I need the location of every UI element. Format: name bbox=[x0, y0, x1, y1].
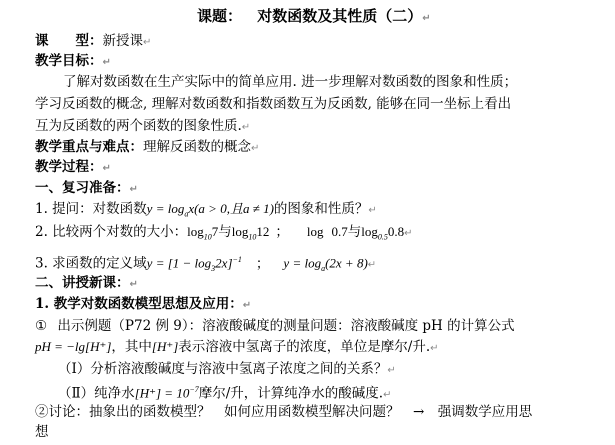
q2-log-4: log bbox=[361, 224, 378, 239]
key-points-value: 理解反函数的概念 bbox=[143, 139, 251, 155]
question-part-1-text: （Ⅰ）分析溶液酸碱度与溶液中氢离子浓度之间的关系？ bbox=[58, 361, 388, 377]
q2-log-2: log bbox=[231, 224, 249, 239]
paragraph-mark-icon: ↵ bbox=[430, 343, 439, 354]
q2-log-3: log bbox=[306, 224, 324, 239]
objective-line-2: 学习反函数的概念, 理解对数函数和指数函数互为反函数, 能够在同一坐标上看出 bbox=[35, 96, 512, 112]
review-heading-text: 一、复习准备： bbox=[35, 180, 130, 196]
lesson-title bbox=[197, 6, 431, 29]
pure-water-formula: [H⁺] = 10 bbox=[134, 385, 190, 401]
review-question-2 bbox=[35, 222, 413, 248]
paragraph-mark-icon: ↵ bbox=[241, 122, 251, 133]
pure-water-exponent: −7 bbox=[189, 385, 199, 394]
discussion-line-2: 想 bbox=[35, 424, 49, 440]
q2-join-1: 与 bbox=[218, 224, 232, 240]
q3-base-2: a bbox=[321, 264, 326, 274]
formula-text-a: ，其中 bbox=[111, 339, 152, 355]
process-heading bbox=[35, 157, 111, 179]
paragraph-mark-icon: ↵ bbox=[129, 184, 138, 195]
teaching-subheading-text: 1. 教学对数函数模型思想及应用： bbox=[35, 296, 243, 312]
q1-text: 1. 提问：对数函数 bbox=[35, 201, 147, 217]
ph-formula: pH = −lg[H⁺] bbox=[35, 339, 112, 354]
q1-text-end: 的图象和性质？ bbox=[273, 201, 369, 217]
paragraph-mark-icon: ↵ bbox=[102, 163, 111, 174]
paragraph-mark-icon: ↵ bbox=[387, 365, 396, 376]
objective-heading bbox=[35, 51, 111, 73]
q1-base: a bbox=[184, 209, 189, 219]
q2-join-2: 与 bbox=[347, 224, 362, 240]
paragraph-mark-icon: ↵ bbox=[143, 37, 152, 48]
q2-value-4: 0.8 bbox=[387, 224, 405, 239]
q3-exponent: −1 bbox=[232, 255, 242, 264]
paragraph-mark-icon: ↵ bbox=[242, 300, 252, 311]
paragraph-mark-icon: ↵ bbox=[367, 259, 377, 271]
objective-heading-text: 教学目标： bbox=[35, 53, 103, 69]
q2-text: 2. 比较两个对数的大小： bbox=[35, 224, 188, 240]
q2-value-1: 7 bbox=[211, 224, 219, 239]
teaching-heading bbox=[35, 273, 138, 295]
q2-log-1: log bbox=[187, 224, 204, 239]
lesson-type-line bbox=[35, 31, 151, 53]
example-formula-line bbox=[35, 337, 439, 359]
q2-value-2: 12 bbox=[256, 224, 270, 239]
question-part-2-tail: 摩尔/升，计算纯净水的酸碱度. bbox=[198, 385, 384, 402]
example-number: ① bbox=[35, 318, 48, 334]
question-part-2-text: （Ⅱ）纯净水 bbox=[58, 385, 135, 402]
objective-line-1: 了解对数函数在生产实际中的简单应用. 进一步理解对数函数的图象和性质； bbox=[63, 74, 518, 90]
q3-separator: ； bbox=[255, 255, 270, 272]
key-points-heading: 教学重点与难点： bbox=[35, 139, 143, 155]
key-points-line bbox=[35, 137, 259, 159]
teaching-subheading bbox=[35, 294, 251, 316]
objective-line-3 bbox=[35, 116, 250, 138]
q2-base-2: 10 bbox=[248, 232, 257, 242]
question-part-1 bbox=[58, 359, 396, 381]
q1-formula: y = log bbox=[146, 201, 185, 216]
teaching-heading-text: 二、讲授新课： bbox=[35, 275, 130, 291]
q2-base-4: 0.5 bbox=[377, 232, 388, 242]
q3-formula-1-tail: 2x] bbox=[215, 255, 233, 271]
paragraph-mark-icon: ↵ bbox=[102, 57, 111, 68]
q3-text: 3. 求函数的定义域 bbox=[35, 255, 147, 272]
paragraph-mark-icon: ↵ bbox=[368, 205, 377, 216]
paragraph-mark-icon: ↵ bbox=[422, 13, 431, 24]
paragraph-mark-icon: ↵ bbox=[383, 389, 392, 401]
title-label: 课题： bbox=[197, 7, 243, 25]
review-heading bbox=[35, 178, 138, 200]
q2-base-1: 10 bbox=[203, 232, 212, 242]
paragraph-mark-icon: ↵ bbox=[404, 228, 413, 239]
lesson-type-label: 课 型： bbox=[35, 33, 103, 49]
paragraph-mark-icon: ↵ bbox=[129, 279, 138, 290]
q1-formula-tail: x(a > 0,且a ≠ 1) bbox=[188, 201, 274, 216]
paragraph-mark-icon: ↵ bbox=[251, 143, 260, 154]
formula-text-b: 表示溶液中氢离子的浓度，单位是摩尔/升. bbox=[178, 339, 431, 355]
q2-separator: ； bbox=[275, 224, 289, 240]
objective-line-3-text: 互为反函数的两个函数的图象性质. bbox=[35, 118, 242, 134]
q3-formula-2: y = log bbox=[283, 255, 322, 271]
review-question-1 bbox=[35, 199, 377, 225]
example-text: 出示例题（P72 例 9）：溶液酸碱度的测量问题：溶液酸碱度 pH 的计算公式 bbox=[57, 318, 515, 334]
q2-value-3: 0.7 bbox=[331, 224, 348, 239]
hydrogen-ion-symbol: [H⁺] bbox=[151, 339, 179, 354]
title-text: 对数函数及其性质（二） bbox=[257, 7, 423, 25]
q3-base-1: 3 bbox=[211, 264, 216, 274]
example-line bbox=[35, 316, 515, 336]
q3-formula-2-tail: (2x + 8) bbox=[325, 255, 368, 271]
q3-formula-1: y = [1 − log bbox=[146, 255, 212, 271]
discussion-line-1: ②讨论：抽象出的函数模型？ 如何应用函数模型解决问题？ → 强调数学应用思 bbox=[35, 404, 533, 420]
lesson-type-value: 新授课 bbox=[102, 33, 143, 49]
process-heading-text: 教学过程： bbox=[35, 159, 103, 175]
